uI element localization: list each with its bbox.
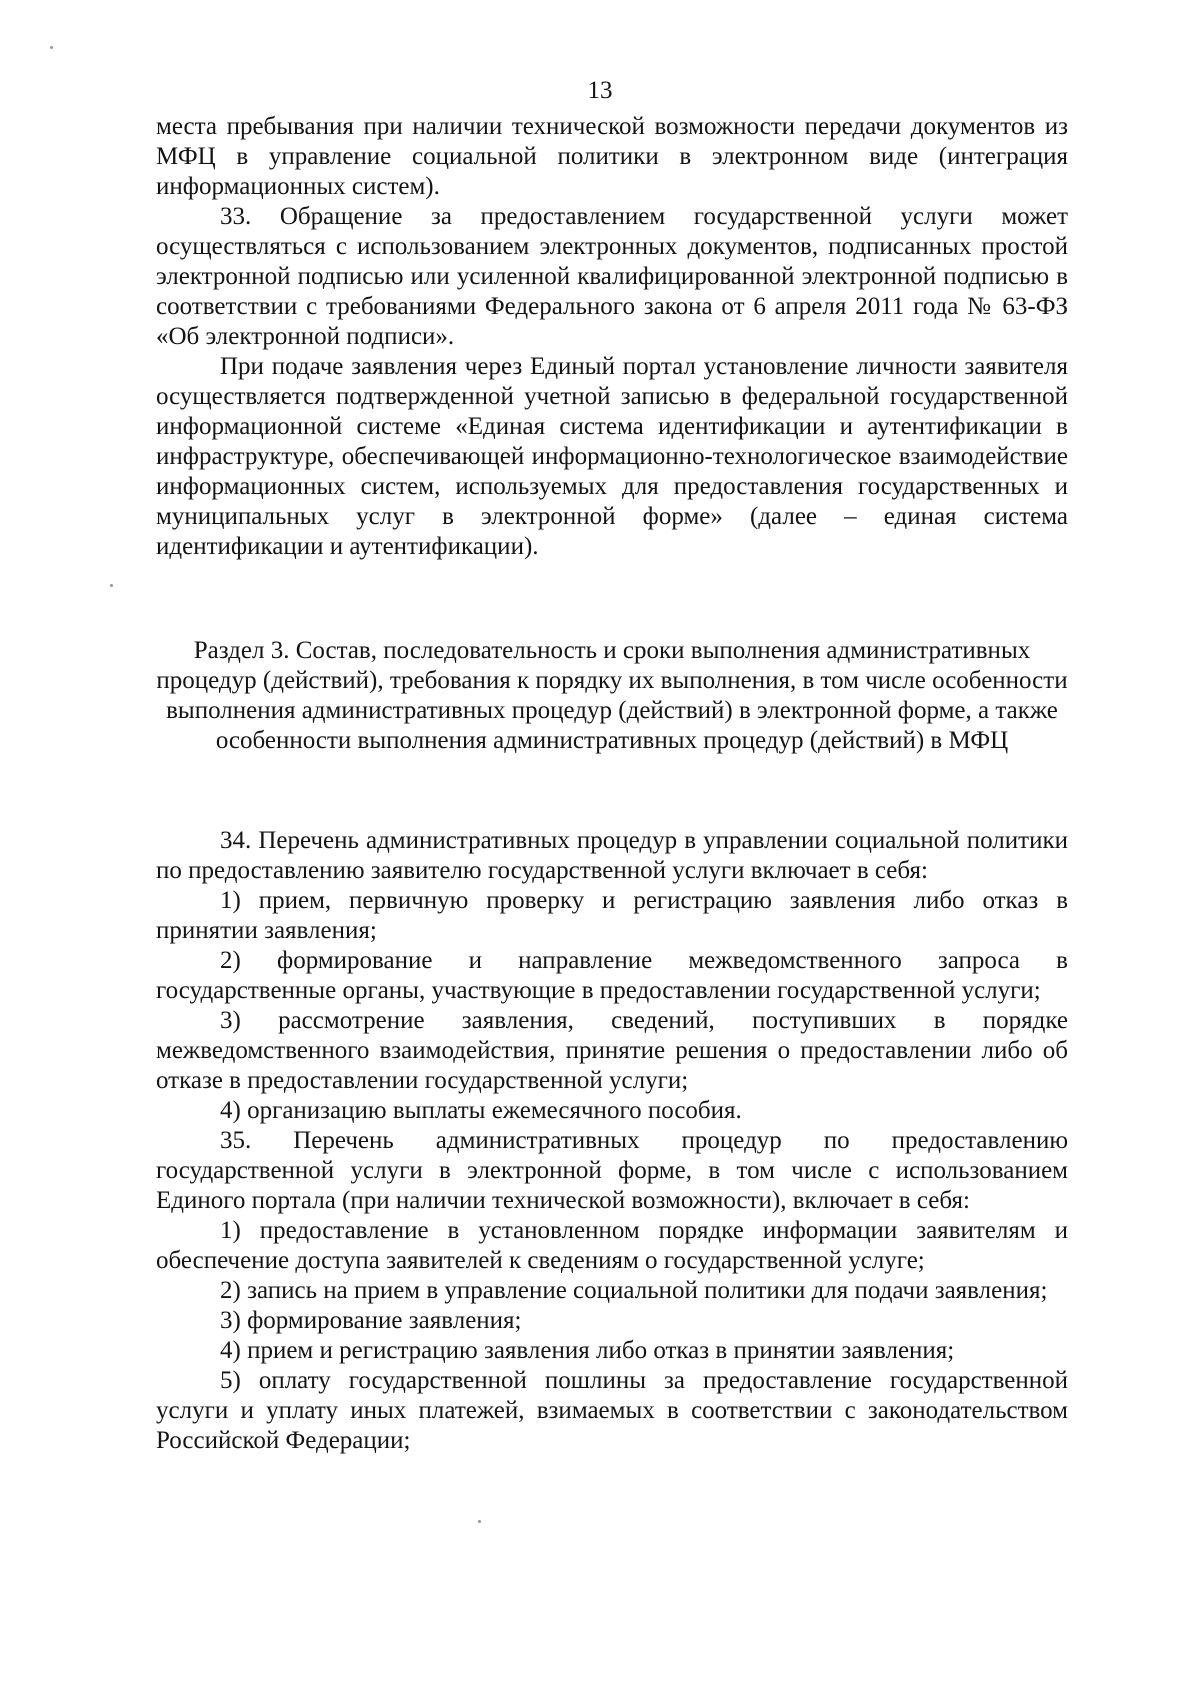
paragraph-35: 35. Перечень административных процедур по предоставлению государственной услуги в электронной форме, в том числе с использованием Единого портала (при наличии технической возможности), включает в себя:	[156, 1127, 1068, 1214]
scan-speck	[478, 1520, 481, 1523]
list-item-35-4: 4) прием и регистрацию заявления либо отказ в принятии заявления;	[220, 1337, 955, 1364]
list-item-35-5: 5) оплату государственной пошлины за предоставление государственной услуги и уплату иных платежей, взимаемых в соответствии с законодательством Российской Федерации;	[156, 1367, 1068, 1454]
text-block-top	[156, 112, 1068, 562]
list-item-35-2: 2) запись на прием в управление социальной политики для подачи заявления;	[220, 1277, 1048, 1304]
list-item-34-3: 3) рассмотрение заявления, сведений, поступивших в порядке межведомственного взаимодействия, принятие решения о предоставлении либо об отказе в предоставлении государственной услуги;	[156, 1007, 1068, 1094]
list-item-34-2: 2) формирование и направление межведомственного запроса в государственные органы, участвующие в предоставлении государственной услуги;	[156, 947, 1068, 1004]
list-item-35-1: 1) предоставление в установленном порядке информации заявителям и обеспечение доступа заявителей к сведениям о государственной услуге;	[156, 1217, 1068, 1274]
text-block-bottom	[156, 826, 1068, 1456]
paragraph-continuation: места пребывания при наличии технической возможности передачи документов из МФЦ в управление социальной политики в электронном виде (интеграция информационных систем).	[156, 113, 1068, 200]
list-item-34-1: 1) прием, первичную проверку и регистрацию заявления либо отказ в принятии заявления;	[156, 887, 1068, 944]
page-number: 13	[587, 77, 613, 104]
paragraph-34: 34. Перечень административных процедур в управлении социальной политики по предоставлению заявителю государственной услуги включает в себя:	[156, 827, 1068, 884]
paragraph-33: 33. Обращение за предоставлением государственной услуги может осуществляться с использованием электронных документов, подписанных простой электронной подписью или усиленной квалифицированной электронной подписью в соответствии с требованиями Федерального закона от 6 апреля 2011 года № 63-ФЗ «Об электронной подписи».	[156, 203, 1068, 350]
list-item-35-3: 3) формирование заявления;	[220, 1307, 522, 1334]
scan-speck	[110, 584, 113, 587]
scan-speck	[50, 46, 53, 49]
section-heading-block	[156, 636, 1068, 756]
section-heading: Раздел 3. Состав, последовательность и сроки выполнения административных процедур (действий), требования к порядку их выполнения, в том числе особенности выполнения административных процедур (действий) в электронной форме, а также особенности выполнения административных процедур (действий) в МФЦ	[156, 637, 1068, 754]
list-item-34-4: 4) организацию выплаты ежемесячного пособия.	[220, 1097, 742, 1124]
paragraph-portal-identification: При подаче заявления через Единый портал установление личности заявителя осуществляется подтвержденной учетной записью в федеральной государственной информационной системе «Единая система идентификации и аутентификации в инфраструктуре, обеспечивающей информационно-технологическое взаимодействие информационных систем, используемых для предоставления государственных и муниципальных услуг в электронной форме» (далее – единая система идентификации и аутентификации).	[156, 353, 1068, 560]
